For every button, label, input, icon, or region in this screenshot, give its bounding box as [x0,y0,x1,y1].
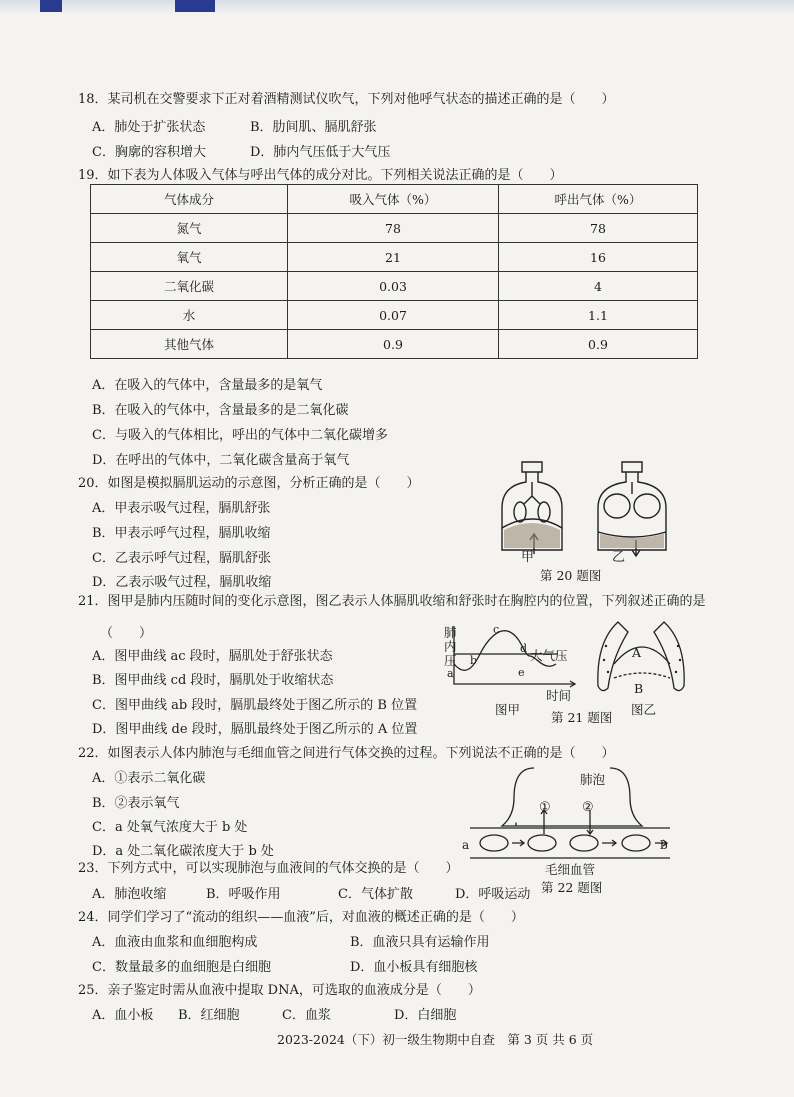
q21-stem: 21．图甲是肺内压随时间的变化示意图，图乙表示人体膈肌收缩和舒张时在胸腔内的位置，下列叙述正确的是 [78,594,706,609]
diaphragm-model-figure [490,450,680,565]
q21-option-a: A．图甲曲线 ac 段时，膈肌处于舒张状态 [92,649,333,664]
gas-exchange-figure [460,764,680,864]
q22-option-a: A．①表示二氧化碳 [92,771,206,786]
table-header: 吸入气体（%） [288,185,499,214]
graph-y-label [444,626,457,668]
right-rib-wall [654,622,684,691]
red-blood-cell [622,835,650,851]
q18-stem: 18．某司机在交警要求下正对着酒精测试仪吹气，下列对他呼气状态的描述正确的是（ ） [78,92,615,107]
q19-option-c: C．与吸入的气体相比，呼出的气体中二氧化碳增多 [92,428,388,443]
red-blood-cell [528,835,556,851]
graph-y-label-char: 肺 [444,625,457,640]
graph-point-c: c [493,623,500,636]
diaphragm-position-b [614,673,670,678]
q19-option-a: A．在吸入的气体中，含量最多的是氧气 [92,378,323,393]
capillary-label: 毛细血管 [545,862,596,877]
page-top-edge [0,0,794,14]
q20-option-b: B．甲表示呼气过程，膈肌收缩 [92,526,271,541]
q23-option-a: A．肺泡收缩 [92,887,167,902]
balloon-lung [634,494,660,518]
graph-point-d: d [520,642,528,655]
balloon-lung [604,494,630,518]
table-cell: 16 [499,243,698,272]
q25-option-a: A．血小板 [92,1008,154,1023]
diaphragm-label-a: A [632,645,642,660]
q23-option-d: D．呼吸运动 [455,887,531,902]
q25-option-b: B．红细胞 [178,1008,240,1023]
diaphragm-position-a [614,647,670,664]
q24-option-c: C．数量最多的血细胞是白细胞 [92,960,271,975]
diaphragm-label-b: B [634,681,644,696]
table-cell: 21 [288,243,499,272]
graph-point-e: e [518,666,525,679]
red-blood-cell [570,835,598,851]
table-cell: 4 [499,272,698,301]
fig21-label-yi: 图乙 [631,702,657,717]
table-cell: 氮气 [91,214,288,243]
q25-stem: 25．亲子鉴定时需从血液中提取 DNA，可选取的血液成分是（ ） [78,983,481,998]
q24-stem: 24．同学们学习了“流动的组织——血液”后，对血液的概述正确的是（ ） [78,910,524,925]
q21-option-d: D．图甲曲线 de 段时，膈肌最终处于图乙所示的 A 位置 [92,722,418,737]
q21-option-c: C．图甲曲线 ab 段时，膈肌最终处于图乙所示的 B 位置 [92,698,418,713]
mark-2: ② [582,800,594,815]
q18-option-d: D．肺内气压低于大气压 [250,145,391,160]
graph-point-a: a [447,667,454,680]
q23-stem: 23．下列方式中，可以实现肺泡与血液间的气体交换的是（ ） [78,861,459,876]
table-cell: 78 [288,214,499,243]
fig22-caption: 第 22 题图 [541,880,603,895]
capillary-end-b: b [660,838,668,852]
q20-option-a: A．甲表示吸气过程，膈肌舒张 [92,501,271,516]
q19-stem: 19．如下表为人体吸入气体与呼出气体的成分对比。下列相关说法正确的是（ ） [78,168,563,183]
q21-answer-paren: （ ） [100,626,153,641]
table-cell: 0.9 [288,330,499,359]
q22-option-b: B．②表示氧气 [92,796,180,811]
q24-option-d: D．血小板具有细胞核 [350,960,478,975]
q20-option-c: C．乙表示呼气过程，膈肌舒张 [92,551,271,566]
table-row [91,301,698,330]
table-cell: 水 [91,301,288,330]
fig20-caption: 第 20 题图 [540,568,602,583]
table-header: 气体成分 [91,185,288,214]
arrow-right-icon [602,840,616,846]
graph-y-label-char: 内 [444,639,457,654]
fig21-label-jia: 图甲 [495,702,521,717]
mark-1: ① [539,800,551,815]
table-row [91,330,698,359]
table-header: 呼出气体（%） [499,185,698,214]
capillary-end-a: a [462,838,470,852]
q23-option-b: B．呼吸作用 [206,887,281,902]
q18-option-a: A．肺处于扩张状态 [92,120,206,135]
q20-option-d: D．乙表示吸气过程，膈肌收缩 [92,575,272,590]
q22-option-d: D．a 处二氧化碳浓度大于 b 处 [92,844,274,859]
q25-option-c: C．血浆 [282,1008,331,1023]
fig20-label-jia: 甲 [521,550,535,565]
q24-option-a: A．血液由血浆和血细胞构成 [92,935,258,950]
arrow-right-icon [512,840,524,846]
q22-stem: 22．如图表示人体内肺泡与毛细血管之间进行气体交换的过程。下列说法不正确的是（ ） [78,746,615,761]
graph-reference-label: 大气压 [530,648,568,663]
q19-option-d: D．在呼出的气体中，二氧化碳含量高于氧气 [92,453,350,468]
graph-x-label: 时间 [546,688,572,703]
fig21-caption: 第 21 题图 [551,710,613,725]
left-rib-wall [598,622,628,691]
table-header-row [91,185,698,214]
q25-option-d: D．白细胞 [394,1008,457,1023]
jar-stopper [522,462,542,472]
fig20-label-yi: 乙 [612,550,626,565]
q19-option-b: B．在吸入的气体中，含量最多的是二氧化碳 [92,403,349,418]
table-row [91,214,698,243]
page-top-mark [40,0,62,12]
gas-composition-table [90,184,698,359]
graph-y-label-char: 压 [444,653,457,668]
table-cell: 其他气体 [91,330,288,359]
table-cell: 0.9 [499,330,698,359]
page-top-mark [175,0,215,12]
q23-option-c: C．气体扩散 [338,887,413,902]
q20-stem: 20．如图是模拟膈肌运动的示意图，分析正确的是（ ） [78,476,420,491]
table-cell: 氧气 [91,243,288,272]
q18-option-b: B．肋间肌、膈肌舒张 [250,120,377,135]
table-cell: 1.1 [499,301,698,330]
q18-option-c: C．胸廓的容积增大 [92,145,206,160]
q24-option-b: B．血液只具有运输作用 [350,935,490,950]
alveolus-outline [502,768,642,826]
page-footer: 2023-2024（下）初一级生物期中自查 第 3 页 共 6 页 [277,1032,594,1047]
red-blood-cell [480,835,508,851]
q22-option-c: C．a 处氧气浓度大于 b 处 [92,820,248,835]
table-cell: 0.07 [288,301,499,330]
table-row [91,243,698,272]
q21-option-b: B．图甲曲线 cd 段时，膈肌处于收缩状态 [92,673,334,688]
alveolus-label: 肺泡 [580,772,606,787]
table-cell: 78 [499,214,698,243]
table-row [91,272,698,301]
graph-point-b: b [470,654,478,667]
table-cell: 二氧化碳 [91,272,288,301]
table-cell: 0.03 [288,272,499,301]
